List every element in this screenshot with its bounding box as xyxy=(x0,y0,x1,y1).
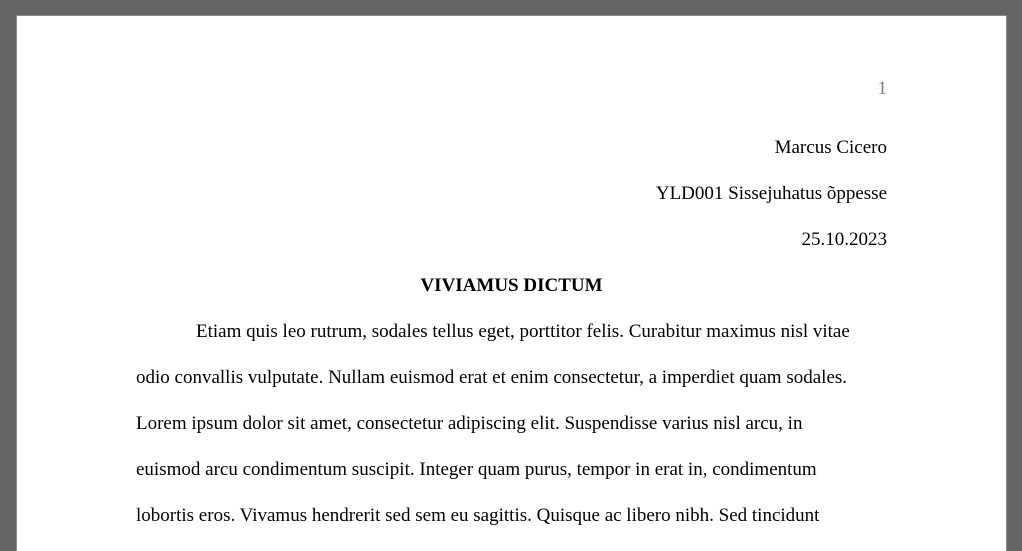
page-number: 1 xyxy=(877,78,887,99)
document-title: VIVIAMUS DICTUM xyxy=(420,275,603,296)
paragraph-line: Lorem ipsum dolor sit amet, consectetur adipiscing elit. Suspendisse varius nisl arcu, in xyxy=(136,413,803,434)
paragraph-line: odio convallis vulputate. Nullam euismod erat et enim consectetur, a imperdiet quam sodales. xyxy=(136,367,848,388)
author-name: Marcus Cicero xyxy=(774,137,887,158)
paragraph-line: Etiam quis leo rutrum, sodales tellus eget, porttitor felis. Curabitur maximus nisl vitae xyxy=(196,321,850,342)
document-page xyxy=(17,16,1006,551)
course-name: YLD001 Sissejuhatus õppesse xyxy=(655,183,887,204)
paragraph-line: euismod arcu condimentum suscipit. Integer quam purus, tempor in erat in, condimentum xyxy=(136,459,817,480)
document-date: 25.10.2023 xyxy=(801,229,887,250)
paragraph-line: lobortis eros. Vivamus hendrerit sed sem eu sagittis. Quisque ac libero nibh. Sed tincidunt xyxy=(136,505,820,526)
